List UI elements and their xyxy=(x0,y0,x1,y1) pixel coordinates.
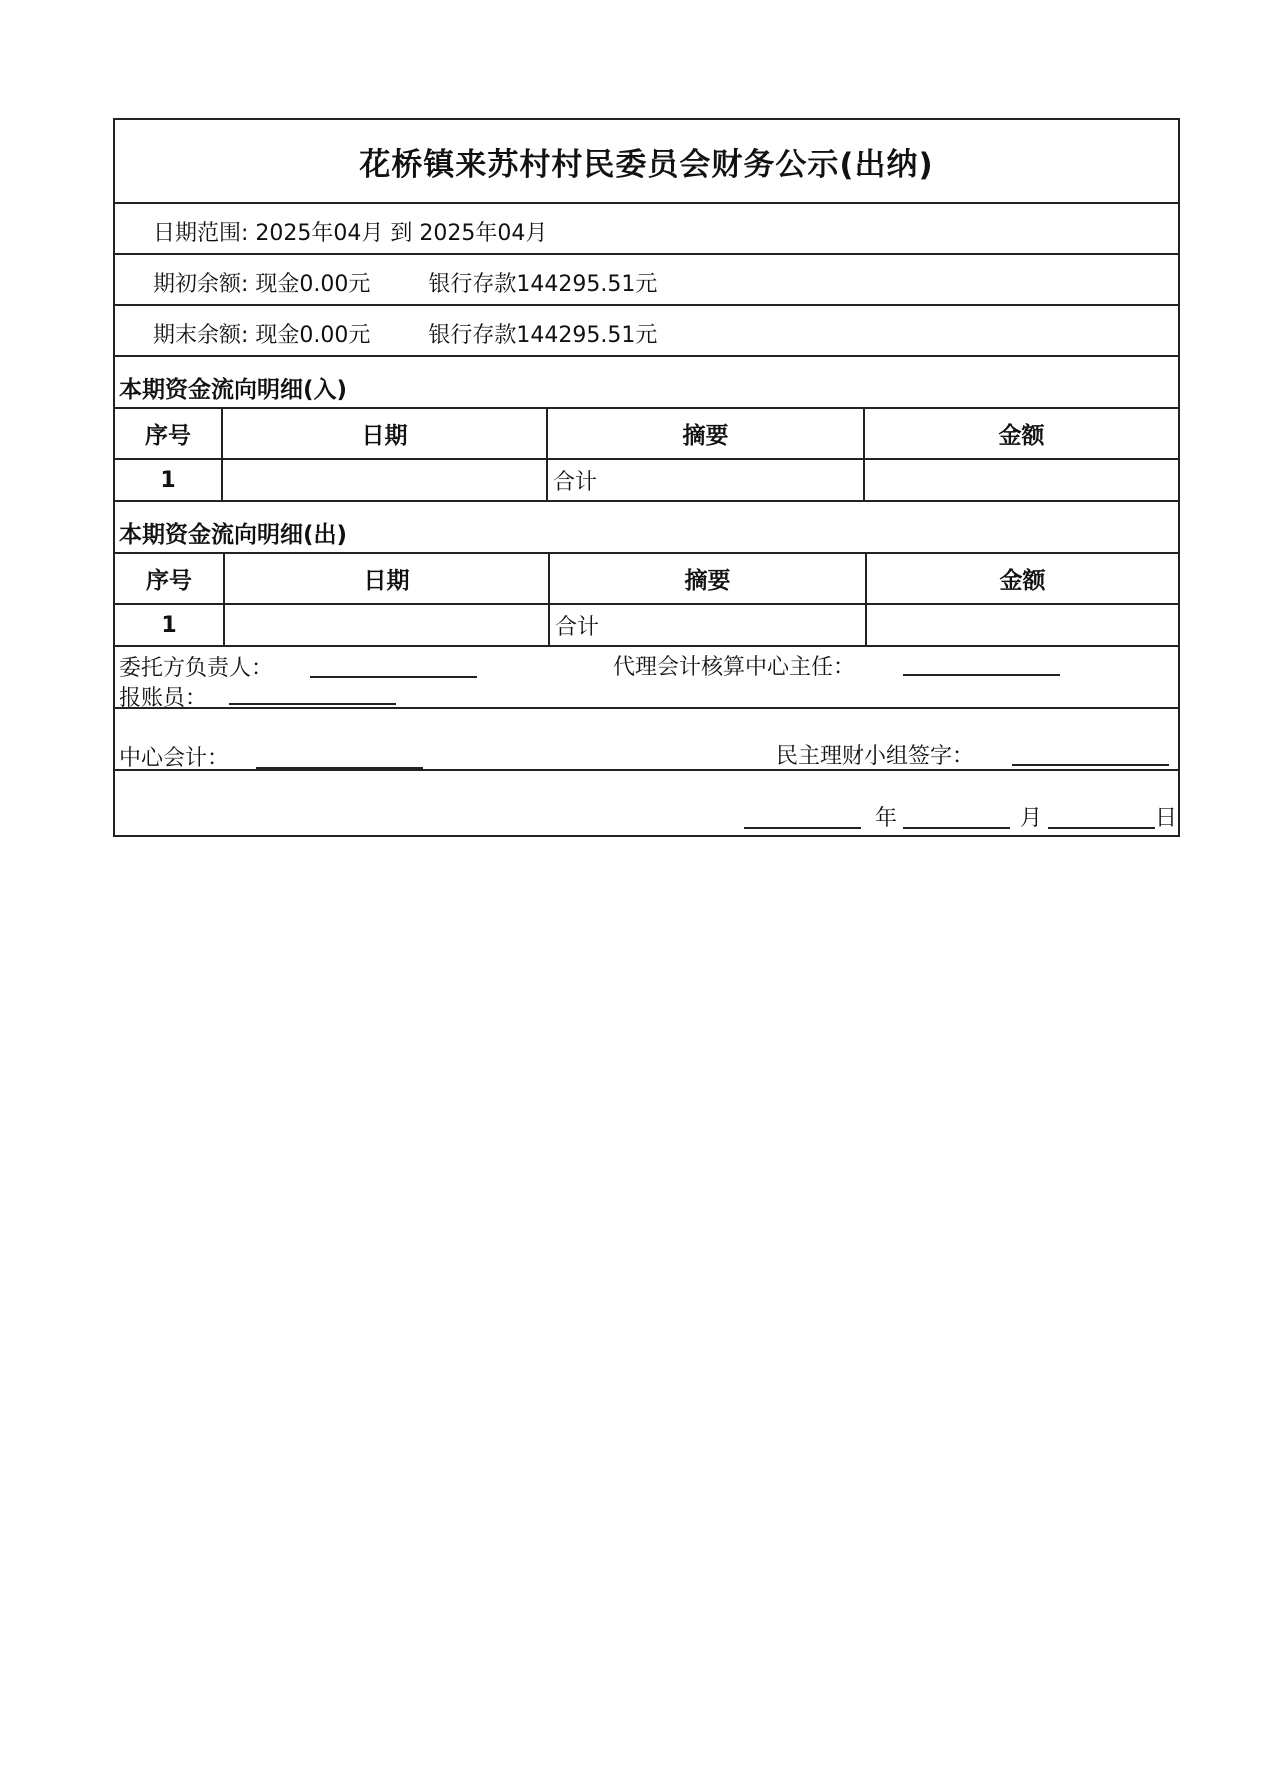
income-table-header xyxy=(115,409,1178,459)
closing-balance-row xyxy=(115,306,1178,357)
finance-group-label: 民主理财小组签字： xyxy=(776,744,975,769)
bookkeeper-signature-line[interactable] xyxy=(229,703,396,705)
day-label: 日 xyxy=(1155,806,1178,831)
closing-balance-bank: 银行存款144295.51元 xyxy=(428,323,658,348)
cell-amount xyxy=(864,459,1178,501)
col-seq: 序号 xyxy=(115,554,224,604)
cell-date xyxy=(222,459,547,501)
col-summary: 摘要 xyxy=(549,554,866,604)
col-date: 日期 xyxy=(224,554,549,604)
cell-date xyxy=(224,604,549,646)
cell-seq: 1 xyxy=(115,459,222,501)
signature-row-1 xyxy=(115,647,1178,709)
expense-table-header xyxy=(115,554,1178,604)
opening-balance-row xyxy=(115,255,1178,306)
col-summary: 摘要 xyxy=(547,409,864,459)
opening-balance-cash: 期初余额: 现金0.00元 xyxy=(153,272,371,297)
finance-group-signature-line[interactable] xyxy=(1012,764,1169,766)
table-row xyxy=(115,604,1178,646)
expense-table xyxy=(115,554,1178,647)
bookkeeper-label: 报账员： xyxy=(119,686,208,711)
cell-summary: 合计 xyxy=(547,459,864,501)
month-label: 月 xyxy=(1020,806,1043,831)
col-date: 日期 xyxy=(222,409,547,459)
year-label: 年 xyxy=(875,806,898,831)
cell-seq: 1 xyxy=(115,604,224,646)
cell-amount xyxy=(866,604,1178,646)
income-table xyxy=(115,409,1178,502)
cell-summary: 合计 xyxy=(549,604,866,646)
agency-director-signature-line[interactable] xyxy=(903,674,1060,676)
date-row xyxy=(115,771,1178,835)
date-range: 日期范围: 2025年04月 到 2025年04月 xyxy=(153,221,548,246)
col-seq: 序号 xyxy=(115,409,222,459)
form-title: 花桥镇来苏村村民委员会财务公示(出纳) xyxy=(115,120,1178,204)
table-row xyxy=(115,459,1178,501)
signature-row-2 xyxy=(115,709,1178,771)
day-line[interactable] xyxy=(1048,827,1155,829)
expense-heading: 本期资金流向明细(出) xyxy=(115,502,1178,554)
center-accountant-signature-line[interactable] xyxy=(256,767,423,769)
month-line[interactable] xyxy=(903,827,1010,829)
entrusting-party-label: 委托方负责人： xyxy=(119,656,274,681)
date-range-row xyxy=(115,204,1178,255)
year-line[interactable] xyxy=(744,827,861,829)
income-heading: 本期资金流向明细(入) xyxy=(115,357,1178,409)
opening-balance-bank: 银行存款144295.51元 xyxy=(428,272,658,297)
agency-director-label: 代理会计核算中心主任： xyxy=(613,655,856,680)
col-amount: 金额 xyxy=(864,409,1178,459)
col-amount: 金额 xyxy=(866,554,1178,604)
entrusting-party-signature-line[interactable] xyxy=(310,676,477,678)
closing-balance-cash: 期末余额: 现金0.00元 xyxy=(153,323,371,348)
center-accountant-label: 中心会计： xyxy=(119,746,230,771)
financial-disclosure-form xyxy=(113,118,1180,837)
